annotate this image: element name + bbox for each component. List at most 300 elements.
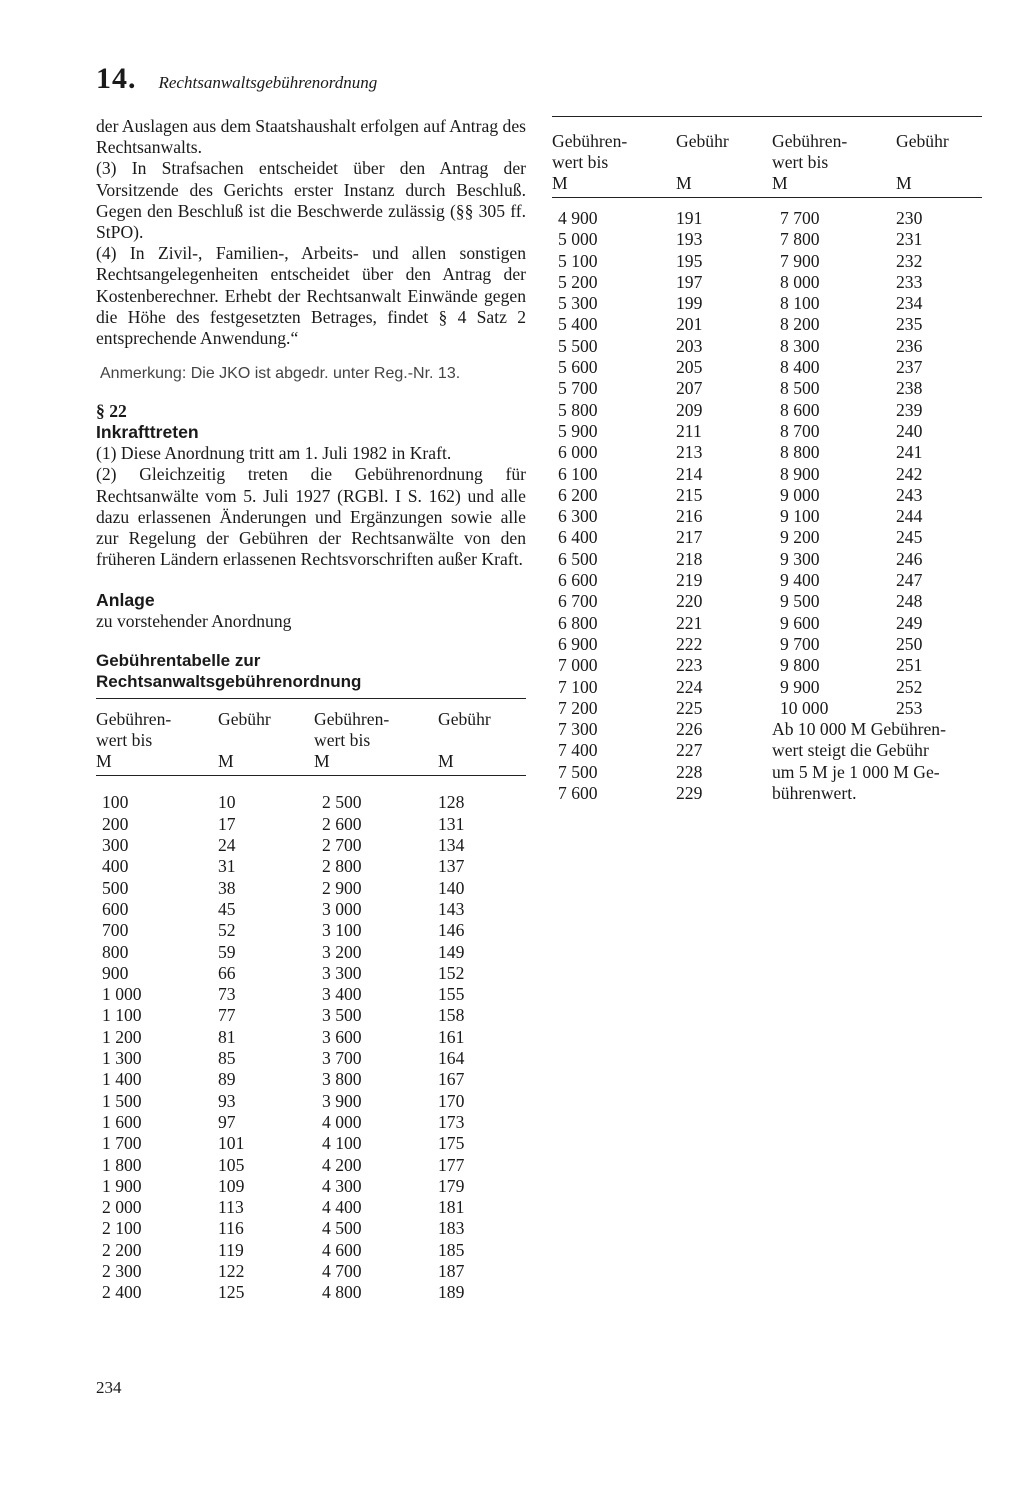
fee-amount: 237 [896,357,923,378]
annotation-note: Anmerkung: Die JKO ist abgedr. unter Reg.-Nr. 13. [100,365,461,383]
fee-amount: 113 [218,1197,244,1218]
fee-amount: 203 [676,335,703,356]
fee-amount: 226 [676,719,703,740]
fee-amount: 137 [438,856,465,877]
fee-value-limit: 3 000 [322,898,362,919]
header-col2-unit: M [676,173,692,193]
fee-amount: 195 [676,250,703,271]
header-col1-line2: wert bis [552,152,609,172]
fee-amount: 244 [896,506,923,527]
fee-amount: 225 [676,697,703,718]
fee-amount: 251 [896,655,923,676]
fee-amount: 66 [218,962,236,983]
header-col1-unit: M [552,173,568,193]
fee-amount: 249 [896,612,923,633]
table-row [96,920,518,941]
table-row [96,1069,518,1090]
fee-value-limit: 5 300 [558,293,598,314]
fee-amount: 38 [218,877,236,898]
fee-value-limit: 9 100 [780,506,820,527]
fee-value-limit: 3 200 [322,941,362,962]
table-title-line-1: Gebührentabelle zur [96,651,261,671]
section-paragraph-1: (1) Diese Anordnung tritt am 1. Juli 1982 in Kraft. [96,443,452,464]
fee-value-limit: 7 900 [780,250,820,271]
fee-amount: 189 [438,1282,465,1303]
fee-value-limit: 4 300 [322,1175,362,1196]
table-row [552,357,976,378]
fee-value-limit: 3 700 [322,1048,362,1069]
fee-value-limit: 3 600 [322,1026,362,1047]
fee-value-limit: 2 000 [102,1197,142,1218]
fee-value-limit: 8 400 [780,357,820,378]
header-col3-line1: Gebühren- [314,709,390,730]
fee-amount: 238 [896,378,923,399]
table-row [96,1005,518,1026]
fee-value-limit: 9 400 [780,570,820,591]
left-column [96,116,526,1304]
fee-amount: 205 [676,357,703,378]
fee-amount: 173 [438,1111,465,1132]
fee-amount: 222 [676,633,703,654]
table-row [552,613,976,634]
fee-amount: 10 [218,792,236,813]
fee-amount: 134 [438,835,465,856]
table-row [552,570,976,591]
fee-amount: 77 [218,1005,236,1026]
header-col3-unit: M [314,751,330,772]
fee-value-limit: 1 000 [102,984,142,1005]
fee-value-limit: 9 700 [780,633,820,654]
fee-amount: 85 [218,1048,236,1069]
fee-amount: 149 [438,941,465,962]
fee-value-limit: 2 200 [102,1239,142,1260]
fee-amount: 155 [438,984,465,1005]
fee-value-limit: 3 400 [322,984,362,1005]
fee-amount: 191 [676,208,703,228]
chapter-title: Rechtsanwaltsgebührenordnung [158,73,378,92]
table-row [552,400,976,421]
fee-value-limit: 6 300 [558,506,598,527]
fee-value-limit: 9 500 [780,591,820,612]
fee-value-limit: 4 100 [322,1133,362,1154]
fee-amount: 227 [676,740,703,761]
chapter-number: 14. [96,62,137,95]
table-row [552,677,976,698]
fee-value-limit: 5 500 [558,335,598,356]
fee-value-limit: 7 500 [558,761,598,782]
fee-value-limit: 900 [102,962,129,983]
fee-amount: 45 [218,898,236,919]
table-row [96,1261,518,1282]
table-top-rule [96,698,526,699]
fee-amount: 89 [218,1069,236,1090]
fee-value-limit: 7 200 [558,697,598,718]
fee-value-limit: 1 800 [102,1154,142,1175]
table-row [552,506,976,527]
right-table-header [552,131,982,197]
fee-value-limit: 5 600 [558,357,598,378]
appendix-title: Anlage [96,590,155,611]
header-col4-unit: M [896,173,912,193]
fee-value-limit: 7 100 [558,676,598,697]
header-col4-line1: Gebühr [896,131,949,151]
fee-value-limit: 300 [102,835,129,856]
fee-value-limit: 1 900 [102,1175,142,1196]
fee-amount: 152 [438,962,465,983]
table-row [552,549,976,570]
header-col1-line1: Gebühren- [96,709,172,730]
fee-value-limit: 5 200 [558,271,598,292]
fee-value-limit: 8 800 [780,442,820,463]
fee-amount: 241 [896,442,923,463]
fee-value-limit: 5 700 [558,378,598,399]
fee-amount: 216 [676,506,703,527]
appendix-subtitle: zu vorstehender Anordnung [96,611,292,632]
table-row [96,984,518,1005]
table-row [552,251,976,272]
table-row [96,835,518,856]
table-row [552,314,976,335]
fee-value-limit: 6 100 [558,463,598,484]
table-title-line-2: Rechtsanwaltsgebührenordnung [96,672,362,692]
fee-amount: 217 [676,527,703,548]
fee-amount: 193 [676,229,703,250]
table-note-line: Ab 10 000 M Gebühren- [772,719,946,740]
header-col3-unit: M [772,173,788,193]
paragraph-3: (3) In Strafsachen entscheidet über den Antrag der Vorsitzende des Gerichts erster Instanz durch Beschluß. Gegen den Beschluß ist die Beschwerde zulässig (§§ 305 ff. StPO). [96,158,526,243]
table-note-line: um 5 M je 1 000 M Ge- [772,761,940,782]
fee-value-limit: 4 400 [322,1197,362,1218]
fee-value-limit: 8 200 [780,314,820,335]
fee-value-limit: 6 600 [558,570,598,591]
fee-value-limit: 7 000 [558,655,598,676]
fee-amount: 224 [676,676,703,697]
table-row [96,1282,518,1303]
fee-amount: 185 [438,1239,465,1260]
fee-amount: 161 [438,1026,465,1047]
fee-amount: 201 [676,314,703,335]
fee-amount: 253 [896,697,923,718]
fee-amount: 248 [896,591,923,612]
fee-value-limit: 4 200 [322,1154,362,1175]
fee-amount: 235 [896,314,923,335]
fee-amount: 243 [896,484,923,505]
fee-amount: 93 [218,1090,236,1111]
header-col3-line2: wert bis [314,730,371,751]
fee-amount: 211 [676,420,702,441]
fee-value-limit: 1 300 [102,1048,142,1069]
fee-value-limit: 6 800 [558,612,598,633]
fee-amount: 240 [896,420,923,441]
section-number: § 22 [96,401,127,422]
fee-amount: 146 [438,920,465,941]
fee-value-limit: 200 [102,813,129,834]
header-col1-line1: Gebühren- [552,131,628,151]
fee-value-limit: 1 500 [102,1090,142,1111]
fee-value-limit: 800 [102,941,129,962]
fee-value-limit: 6 700 [558,591,598,612]
fee-amount: 140 [438,877,465,898]
fee-value-limit: 1 400 [102,1069,142,1090]
fee-value-limit: 4 500 [322,1218,362,1239]
fee-value-limit: 5 400 [558,314,598,335]
table-row [96,1240,518,1261]
fee-amount: 239 [896,399,923,420]
fee-amount: 187 [438,1260,465,1281]
fee-value-limit: 5 800 [558,399,598,420]
fee-value-limit: 10 000 [780,697,829,718]
table-row [96,1091,518,1112]
table-row [96,856,518,877]
fee-amount: 24 [218,835,236,856]
fee-value-limit: 6 200 [558,484,598,505]
fee-amount: 73 [218,984,236,1005]
header-col1-unit: M [96,751,112,772]
fee-value-limit: 9 800 [780,655,820,676]
header-col3-line1: Gebühren- [772,131,848,151]
table-note-line: bührenwert. [772,783,857,804]
header-col2-unit: M [218,751,234,772]
fee-value-limit: 3 100 [322,920,362,941]
table-row [96,1048,518,1069]
section-title: Inkrafttreten [96,422,199,443]
header-col4-line1: Gebühr [438,709,491,730]
table-row [96,814,518,835]
table-row [552,464,976,485]
fee-amount: 181 [438,1197,465,1218]
fee-value-limit: 8 500 [780,378,820,399]
fee-amount: 183 [438,1218,465,1239]
table-title [96,650,526,692]
header-col1-line2: wert bis [96,730,153,751]
fee-value-limit: 4 600 [322,1239,362,1260]
right-column [552,116,982,804]
table-row [96,963,518,984]
table-row [552,634,976,655]
page-number: 234 [96,1378,122,1397]
table-row [96,899,518,920]
table-row [552,485,976,506]
fee-value-limit: 6 900 [558,633,598,654]
fee-value-limit: 7 400 [558,740,598,761]
table-row [96,1176,518,1197]
table-row [552,527,976,548]
fee-amount: 207 [676,378,703,399]
table-row [96,1197,518,1218]
table-row [96,792,518,813]
fee-amount: 242 [896,463,923,484]
header-col2-line1: Gebühr [676,131,729,151]
fee-amount: 245 [896,527,923,548]
fee-amount: 158 [438,1005,465,1026]
fee-amount: 218 [676,548,703,569]
table-row [552,442,976,463]
fee-amount: 219 [676,570,703,591]
table-row [552,421,976,442]
fee-value-limit: 7 300 [558,719,598,740]
fee-value-limit: 2 300 [102,1260,142,1281]
fee-value-limit: 9 600 [780,612,820,633]
fee-value-limit: 4 900 [558,208,598,228]
fee-amount: 197 [676,271,703,292]
fee-amount: 213 [676,442,703,463]
fee-amount: 17 [218,813,236,834]
fee-amount: 215 [676,484,703,505]
fee-amount: 214 [676,463,703,484]
fee-value-limit: 4 800 [322,1282,362,1303]
right-fee-table [552,208,976,804]
fee-amount: 131 [438,813,465,834]
fee-value-limit: 2 400 [102,1282,142,1303]
fee-value-limit: 8 700 [780,420,820,441]
fee-value-limit: 8 000 [780,271,820,292]
fee-value-limit: 6 000 [558,442,598,463]
fee-value-limit: 500 [102,877,129,898]
left-table-header [96,709,526,775]
fee-value-limit: 1 100 [102,1005,142,1026]
table-row [96,1112,518,1133]
fee-amount: 122 [218,1260,245,1281]
fee-value-limit: 3 900 [322,1090,362,1111]
fee-amount: 164 [438,1048,465,1069]
fee-amount: 170 [438,1090,465,1111]
fee-amount: 125 [218,1282,245,1303]
fee-value-limit: 8 600 [780,399,820,420]
fee-value-limit: 400 [102,856,129,877]
fee-value-limit: 100 [102,792,129,813]
table-row [552,378,976,399]
fee-value-limit: 700 [102,920,129,941]
fee-value-limit: 2 600 [322,813,362,834]
fee-value-limit: 6 400 [558,527,598,548]
table-row [96,942,518,963]
fee-amount: 228 [676,761,703,782]
fee-amount: 199 [676,293,703,314]
fee-amount: 101 [218,1133,245,1154]
table-row [552,655,976,676]
fee-value-limit: 9 200 [780,527,820,548]
table-header-rule [96,775,526,776]
fee-amount: 143 [438,898,465,919]
fee-value-limit: 1 200 [102,1026,142,1047]
fee-amount: 128 [438,792,465,813]
fee-amount: 247 [896,570,923,591]
table-row [552,719,976,740]
fee-amount: 231 [896,229,923,250]
table-row [552,229,976,250]
table-row [552,591,976,612]
fee-value-limit: 6 500 [558,548,598,569]
fee-amount: 234 [896,293,923,314]
fee-value-limit: 1 600 [102,1111,142,1132]
fee-value-limit: 5 000 [558,229,598,250]
right-table-top-rule [552,116,982,117]
fee-value-limit: 2 100 [102,1218,142,1239]
fee-value-limit: 4 000 [322,1111,362,1132]
fee-amount: 252 [896,676,923,697]
table-row [552,336,976,357]
fee-amount: 229 [676,783,703,804]
fee-amount: 220 [676,591,703,612]
paragraph-continuation: der Auslagen aus dem Staatshaushalt erfolgen auf Antrag des Rechtsanwalts. [96,116,526,158]
header-col3-line2: wert bis [772,152,829,172]
fee-value-limit: 2 800 [322,856,362,877]
left-fee-table [96,792,518,1303]
fee-value-limit: 600 [102,898,129,919]
section-paragraph-2: (2) Gleichzeitig treten die Gebührenordnung für Rechtsanwälte vom 5. Juli 1927 (RGBl. I S. 162) und alle dazu erlassenen Änderungen und Ergänzungen sowie alle zur Regelung der Gebühren der Rechtsanwälte von den früheren Ländern erlassenen Rechtsvorschriften außer Kraft. [96,464,526,570]
fee-value-limit: 2 700 [322,835,362,856]
fee-value-limit: 8 100 [780,293,820,314]
fee-value-limit: 5 100 [558,250,598,271]
fee-value-limit: 3 800 [322,1069,362,1090]
paragraph-4: (4) In Zivil-, Familien-, Arbeits- und allen sonstigen Rechtsangelegenheiten entscheidet über den Antrag der Kostenberechner. Erhebt der Rechtsanwalt Einwände gegen die Höhe des festgesetzten Betrages, findet § 4 Satz 2 entsprechende Anwendung.“ [96,243,526,349]
fee-value-limit: 7 600 [558,783,598,804]
fee-value-limit: 9 000 [780,484,820,505]
fee-amount: 223 [676,655,703,676]
fee-value-limit: 7 800 [780,229,820,250]
fee-amount: 119 [218,1239,244,1260]
fee-amount: 31 [218,856,236,877]
table-row [96,1155,518,1176]
fee-amount: 250 [896,633,923,654]
running-header [96,62,377,96]
header-col4-unit: M [438,751,454,772]
fee-amount: 179 [438,1175,465,1196]
fee-value-limit: 7 700 [780,208,820,228]
fee-value-limit: 3 500 [322,1005,362,1026]
fee-value-limit: 3 300 [322,962,362,983]
fee-value-limit: 8 900 [780,463,820,484]
fee-amount: 59 [218,941,236,962]
fee-amount: 52 [218,920,236,941]
fee-amount: 175 [438,1133,465,1154]
table-note-line: wert steigt die Gebühr [772,740,929,761]
table-row [552,293,976,314]
fee-amount: 236 [896,335,923,356]
fee-value-limit: 1 700 [102,1133,142,1154]
fee-amount: 246 [896,548,923,569]
fee-value-limit: 2 900 [322,877,362,898]
table-row [96,878,518,899]
fee-value-limit: 2 500 [322,792,362,813]
fee-value-limit: 8 300 [780,335,820,356]
table-row [552,208,976,229]
fee-amount: 209 [676,399,703,420]
fee-amount: 97 [218,1111,236,1132]
table-row [96,1218,518,1239]
table-row [96,1027,518,1048]
fee-amount: 177 [438,1154,465,1175]
fee-amount: 230 [896,208,923,228]
fee-amount: 221 [676,612,703,633]
fee-amount: 81 [218,1026,236,1047]
fee-amount: 109 [218,1175,245,1196]
fee-amount: 105 [218,1154,245,1175]
table-note [772,719,976,804]
fee-amount: 167 [438,1069,465,1090]
fee-amount: 233 [896,271,923,292]
table-row [96,1133,518,1154]
fee-amount: 232 [896,250,923,271]
table-row [552,698,976,719]
table-row [552,272,976,293]
fee-value-limit: 9 900 [780,676,820,697]
fee-amount: 116 [218,1218,244,1239]
fee-value-limit: 4 700 [322,1260,362,1281]
fee-value-limit: 9 300 [780,548,820,569]
right-table-header-rule [552,197,982,198]
header-col2-line1: Gebühr [218,709,271,730]
